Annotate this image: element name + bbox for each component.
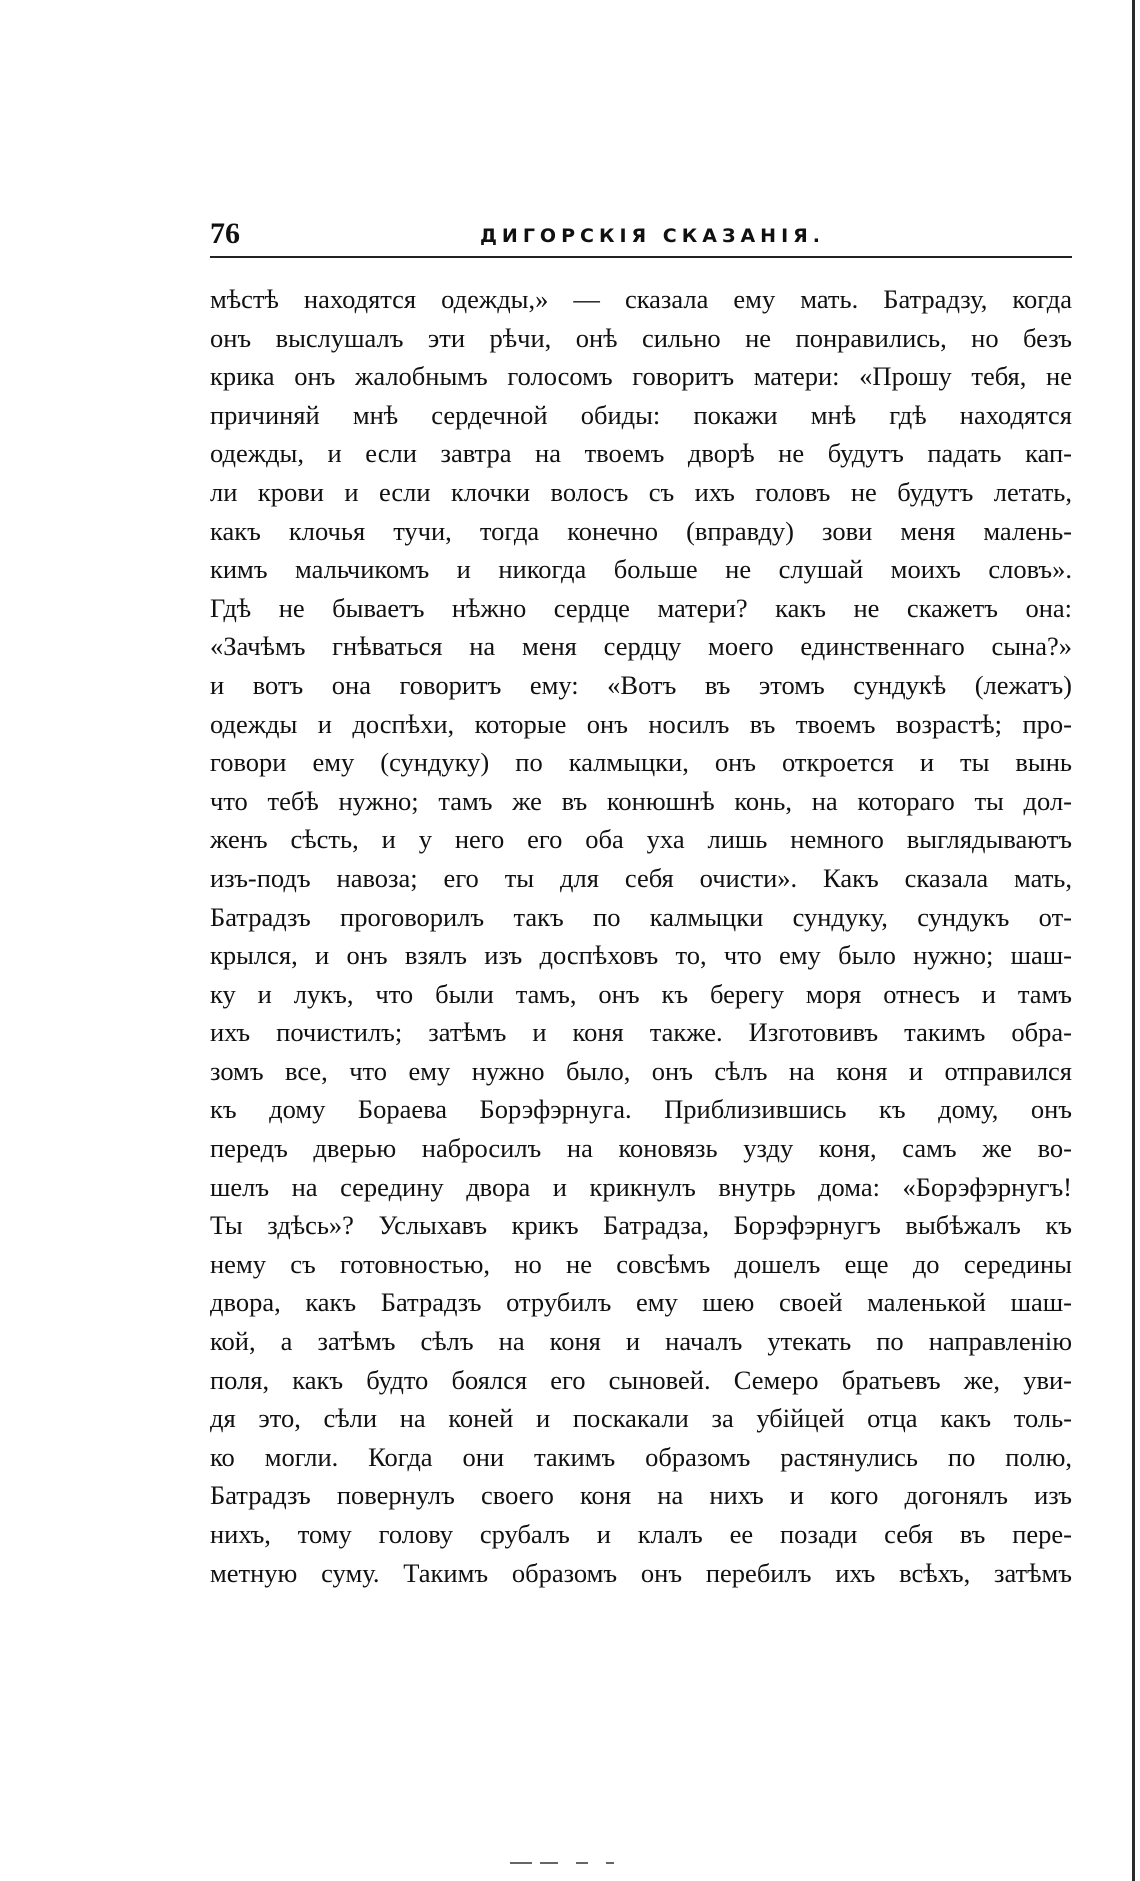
text-line: что тебѣ нужно; тамъ же въ конюшнѣ конь, на котораго ты дол- [210, 785, 1072, 816]
header-rule [210, 256, 1072, 258]
page-header [210, 214, 1070, 254]
text-line: кой, а затѣмъ сѣлъ на коня и началъ утекать по направленію [210, 1326, 1072, 1357]
page-edge-rule [1132, 0, 1135, 1881]
text-line: ко могли. Когда они такимъ образомъ растянулись по полю, [210, 1441, 1072, 1472]
text-line: изъ-подъ навоза; его ты для себя очисти». Какъ сказала мать, [210, 862, 1072, 893]
text-line: и вотъ она говоритъ ему: «Вотъ въ этомъ сундукѣ (лежатъ) [210, 669, 1072, 700]
text-line: какъ клочья тучи, тогда конечно (вправду) зови меня малень- [210, 515, 1072, 546]
text-line: нему съ готовностью, но не совсѣмъ дошелъ еще до середины [210, 1248, 1072, 1279]
text-line: зомъ все, что ему нужно было, онъ сѣлъ на коня и отправился [210, 1055, 1072, 1086]
text-line: крика онъ жалобнымъ голосомъ говоритъ матери: «Прошу тебя, не [210, 361, 1072, 392]
text-line: ихъ почистилъ; затѣмъ и коня также. Изготовивъ такимъ обра- [210, 1017, 1072, 1048]
text-line: передъ дверью набросилъ на коновязь узду коня, самъ же во- [210, 1133, 1072, 1164]
footer-smudge [510, 1862, 630, 1866]
text-line: «Зачѣмъ гнѣваться на меня сердцу моего единственнаго сына?» [210, 631, 1072, 662]
text-line: одежды, и если завтра на твоемъ дворѣ не будутъ падать кап- [210, 438, 1072, 469]
text-line: одежды и доспѣхи, которые онъ носилъ въ твоемъ возрастѣ; про- [210, 708, 1072, 739]
text-line: дя это, сѣли на коней и поскакали за убійцей отца какъ толь- [210, 1403, 1072, 1434]
page-number: 76 [210, 217, 240, 250]
running-title: ДИГОРСКІЯ СКАЗАНІЯ. [480, 225, 825, 247]
text-line: онъ выслушалъ эти рѣчи, онѣ сильно не понравились, но безъ [210, 322, 1072, 353]
text-line: шелъ на середину двора и крикнулъ внутрь дома: «Борэфэрнугъ! [210, 1171, 1072, 1202]
text-line: Батрадзъ повернулъ своего коня на нихъ и кого догонялъ изъ [210, 1480, 1072, 1511]
text-line: кимъ мальчикомъ и никогда больше не слушай моихъ словъ». [210, 554, 1072, 585]
text-line: нихъ, тому голову срубалъ и клалъ ее позади себя въ пере- [210, 1519, 1072, 1549]
text-line: крылся, и онъ взялъ изъ доспѣховъ то, что ему было нужно; шаш- [210, 940, 1072, 971]
text-line: причиняй мнѣ сердечной обиды: покажи мнѣ гдѣ находятся [210, 399, 1072, 430]
text-line: ли крови и если клочки волосъ съ ихъ головъ не будутъ летать, [210, 476, 1072, 507]
text-line: говори ему (сундуку) по калмыцки, онъ откроется и ты вынь [210, 747, 1072, 778]
text-line: женъ сѣсть, и у него его оба уха лишь немного выглядываютъ [210, 824, 1072, 855]
text-line: Ты здѣсь»? Услыхавъ крикъ Батрадза, Борэфэрнугъ выбѣжалъ къ [210, 1210, 1072, 1241]
text-line: поля, какъ будто боялся его сыновей. Семеро братьевъ же, уви- [210, 1364, 1072, 1395]
body-text [210, 280, 1072, 1592]
text-line: двора, какъ Батрадзъ отрубилъ ему шею своей маленькой шаш- [210, 1287, 1072, 1318]
text-line: ку и лукъ, что были тамъ, онъ къ берегу моря отнесъ и тамъ [210, 978, 1072, 1009]
text-line: къ дому Бораева Борэфэрнуга. Приблизившись къ дому, онъ [210, 1094, 1072, 1125]
text-line: Батрадзъ проговорилъ такъ по калмыцки сундуку, сундукъ от- [210, 901, 1072, 932]
text-line: Гдѣ не бываетъ нѣжно сердце матери? какъ не скажетъ она: [210, 592, 1072, 623]
text-line: мѣстѣ находятся одежды,» — сказала ему мать. Батрадзу, когда [210, 284, 1072, 314]
text-line: метную суму. Такимъ образомъ онъ перебилъ ихъ всѣхъ, затѣмъ [210, 1557, 1072, 1588]
